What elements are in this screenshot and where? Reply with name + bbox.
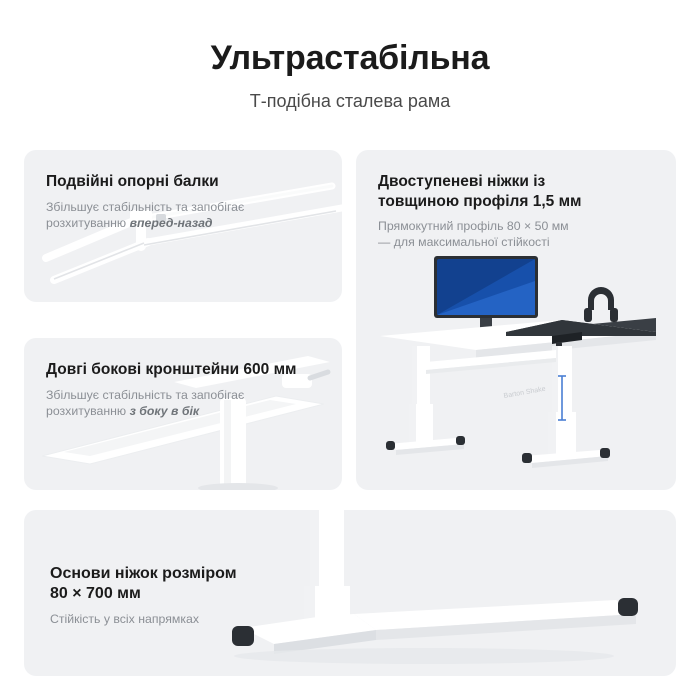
card-c-text [378, 172, 658, 251]
card-two-stage-legs [356, 150, 676, 490]
card-b-desc-line1: Збільшує стабільність та запобігає [46, 387, 245, 402]
page-subtitle: Т-подібна сталева рама [249, 91, 451, 112]
card-long-side-brackets [24, 338, 342, 490]
card-d-title [50, 564, 658, 604]
card-c-title [378, 172, 658, 211]
card-c-title-line1: Двоступеневі ніжки із [378, 173, 546, 190]
card-a-desc-line2-prefix: розхитуванню [46, 215, 130, 230]
card-d-title-line2: 80 × 700 мм [50, 585, 141, 603]
card-b-title: Довгі бокові кронштейни 600 мм [46, 361, 297, 378]
card-c-desc-line2: — для максимальної стійкості [378, 235, 550, 250]
card-b-desc-emphasis: з боку в бік [129, 403, 200, 418]
card-d-title-line1: Основи ніжок розміром [50, 565, 237, 582]
card-d-desc: Стійкість у всіх напрямках [50, 612, 199, 627]
headset-icon [584, 287, 618, 322]
card-c-desc-line1: Прямокутний профіль 80 × 50 мм [378, 219, 569, 234]
page-title: Ультрастабільна [210, 39, 490, 77]
desk-brand-label: Barton Shake [503, 385, 547, 400]
card-a-desc-emphasis: вперед-назад [129, 215, 213, 230]
card-d-text [50, 564, 658, 628]
card-a-title: Подвійні опорні балки [46, 173, 219, 190]
monitor [434, 256, 538, 334]
card-a-text [46, 172, 324, 231]
card-b-text [46, 360, 324, 419]
card-c-desc [378, 218, 658, 251]
leg-right [522, 346, 610, 468]
card-b-desc-line2-prefix: розхитуванню [46, 403, 130, 418]
card-a-desc [46, 199, 324, 232]
header [0, 40, 700, 112]
card-a-desc-line1: Збільшує стабільність та запобігає [46, 199, 245, 214]
card-c-title-line2: товщиною профіля 1,5 мм [378, 192, 582, 210]
card-b-desc [46, 387, 324, 420]
card-leg-bases [24, 510, 676, 676]
card-double-support-beams [24, 150, 342, 302]
